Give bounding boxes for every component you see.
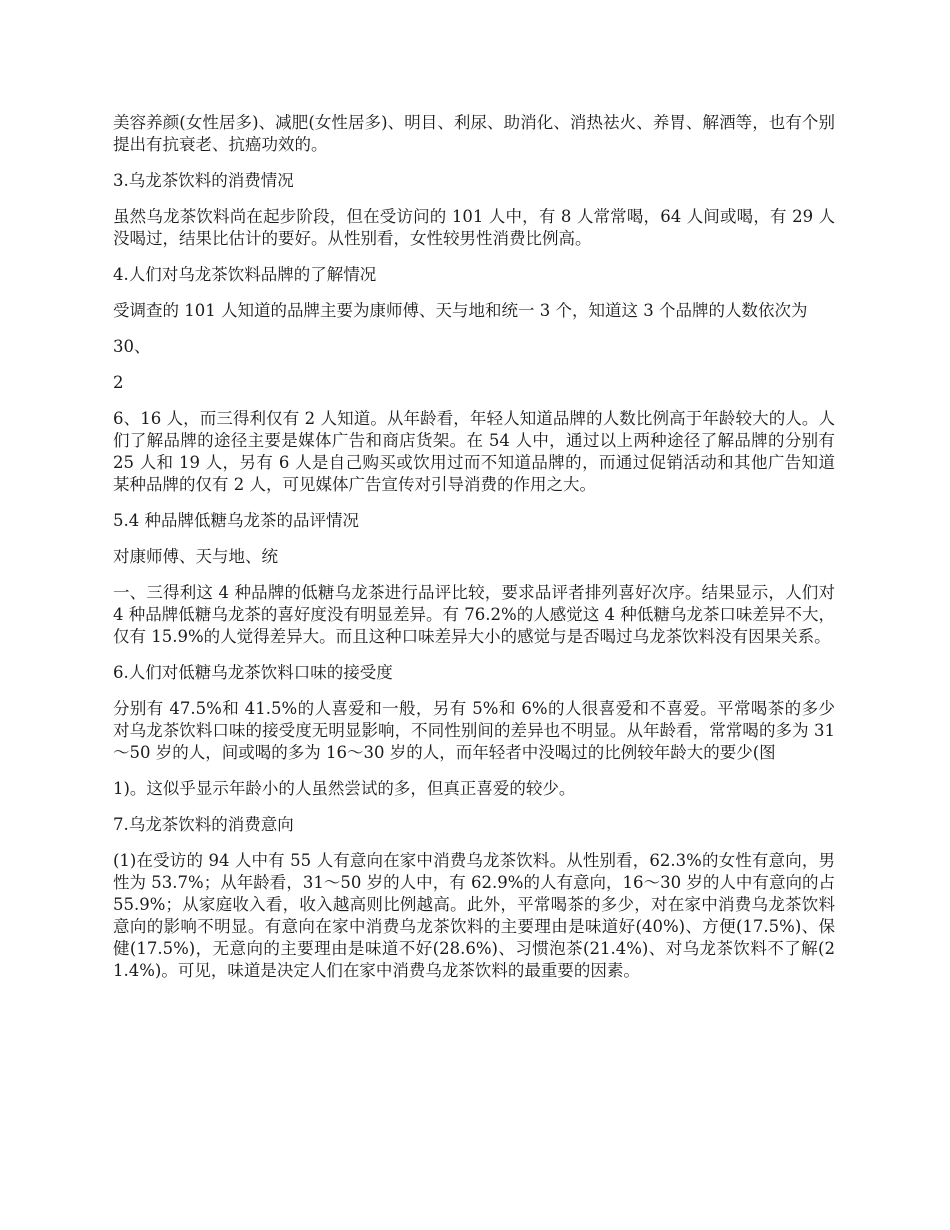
paragraph-brands-list: 对康师傅、天与地、统	[113, 547, 278, 566]
paragraph-acceptance-cont: 1)。这似乎显示年龄小的人虽然尝试的多，但真正喜爱的较少。	[113, 779, 576, 798]
paragraph-acceptance: 分别有 47.5%和 41.5%的人喜爱和一般，另有 5%和 6%的人很喜爱和不喜爱。平常喝茶的多少对乌龙茶饮料口味的接受度无明显影响，不同性别间的差异也不明显。从年龄看，常常喝的多为 31～50 岁的人，间或喝的多为 16～30 岁的人，而年轻者中没喝过的比例较年龄大的要少(图	[113, 699, 835, 762]
heading-section-7: 7.乌龙茶饮料的消费意向	[113, 815, 294, 834]
paragraph-consumption-intent: (1)在受访的 94 人中有 55 人有意向在家中消费乌龙茶饮料。从性别看，62.3%的女性有意向，男性为 53.7%；从年龄看，31～50 岁的人中，有 62.9%的人有意向，16～30 岁的人中有意向的占 55.9%；从家庭收入看，收入越高则比例越高。此外，平常喝茶的多少，对在家中消费乌龙茶饮料意向的影响不明显。有意向在家中消费乌龙茶饮料的主要理由是味道好(40%)、方便(17.5%)、保健(17.5%)，无意向的主要理由是味道不好(28.6%)、习惯泡茶(21.4%)、对乌龙茶饮料不了解(21.4%)。可见，味道是决定人们在家中消费乌龙茶饮料的最重要的因素。	[113, 851, 835, 980]
heading-section-6: 6.人们对低糖乌龙茶饮料口味的接受度	[113, 663, 393, 682]
paragraph-brand-channels: 6、16 人，而三得利仅有 2 人知道。从年龄看，年轻人知道品牌的人数比例高于年龄较大的人。人们了解品牌的途径主要是媒体广告和商店货架。在 54 人中，通过以上两种途径了解品牌的分别有 25 人和 19 人，另有 6 人是自己购买或饮用过而不知道品牌的，而通过促销活动和其他广告知道某种品牌的仅有 2 人，可见媒体广告宣传对引导消费的作用之大。	[113, 409, 835, 494]
paragraph-fragment-30: 30、	[113, 337, 151, 356]
heading-section-4: 4.人们对乌龙茶饮料品牌的了解情况	[113, 265, 377, 284]
paragraph-fragment-2: 2	[113, 373, 124, 392]
paragraph-brand-awareness: 受调查的 101 人知道的品牌主要为康师傅、天与地和统一 3 个，知道这 3 个品牌的人数依次为	[113, 301, 808, 320]
heading-section-5: 5.4 种品牌低糖乌龙茶的品评情况	[113, 511, 359, 530]
paragraph-benefits: 美容养颜(女性居多)、减肥(女性居多)、明目、利尿、助消化、消热祛火、养胃、解酒等，也有个别提出有抗衰老、抗癌功效的。	[113, 113, 835, 154]
heading-section-3: 3.乌龙茶饮料的消费情况	[113, 171, 294, 190]
paragraph-consumption: 虽然乌龙茶饮料尚在起步阶段，但在受访问的 101 人中，有 8 人常常喝，64 人间或喝，有 29 人没喝过，结果比估计的要好。从性别看，女性较男性消费比例高。	[113, 207, 835, 248]
paragraph-tasting-results: 一、三得利这 4 种品牌的低糖乌龙茶进行品评比较，要求品评者排列喜好次序。结果显示，人们对 4 种品牌低糖乌龙茶的喜好度没有明显差异。有 76.2%的人感觉这 4 种低糖乌龙茶口味差异不大，仅有 15.9%的人觉得差异大。而且这种口味差异大小的感觉与是否喝过乌龙茶饮料没有因果关系。	[113, 583, 835, 646]
document-body	[113, 112, 835, 996]
